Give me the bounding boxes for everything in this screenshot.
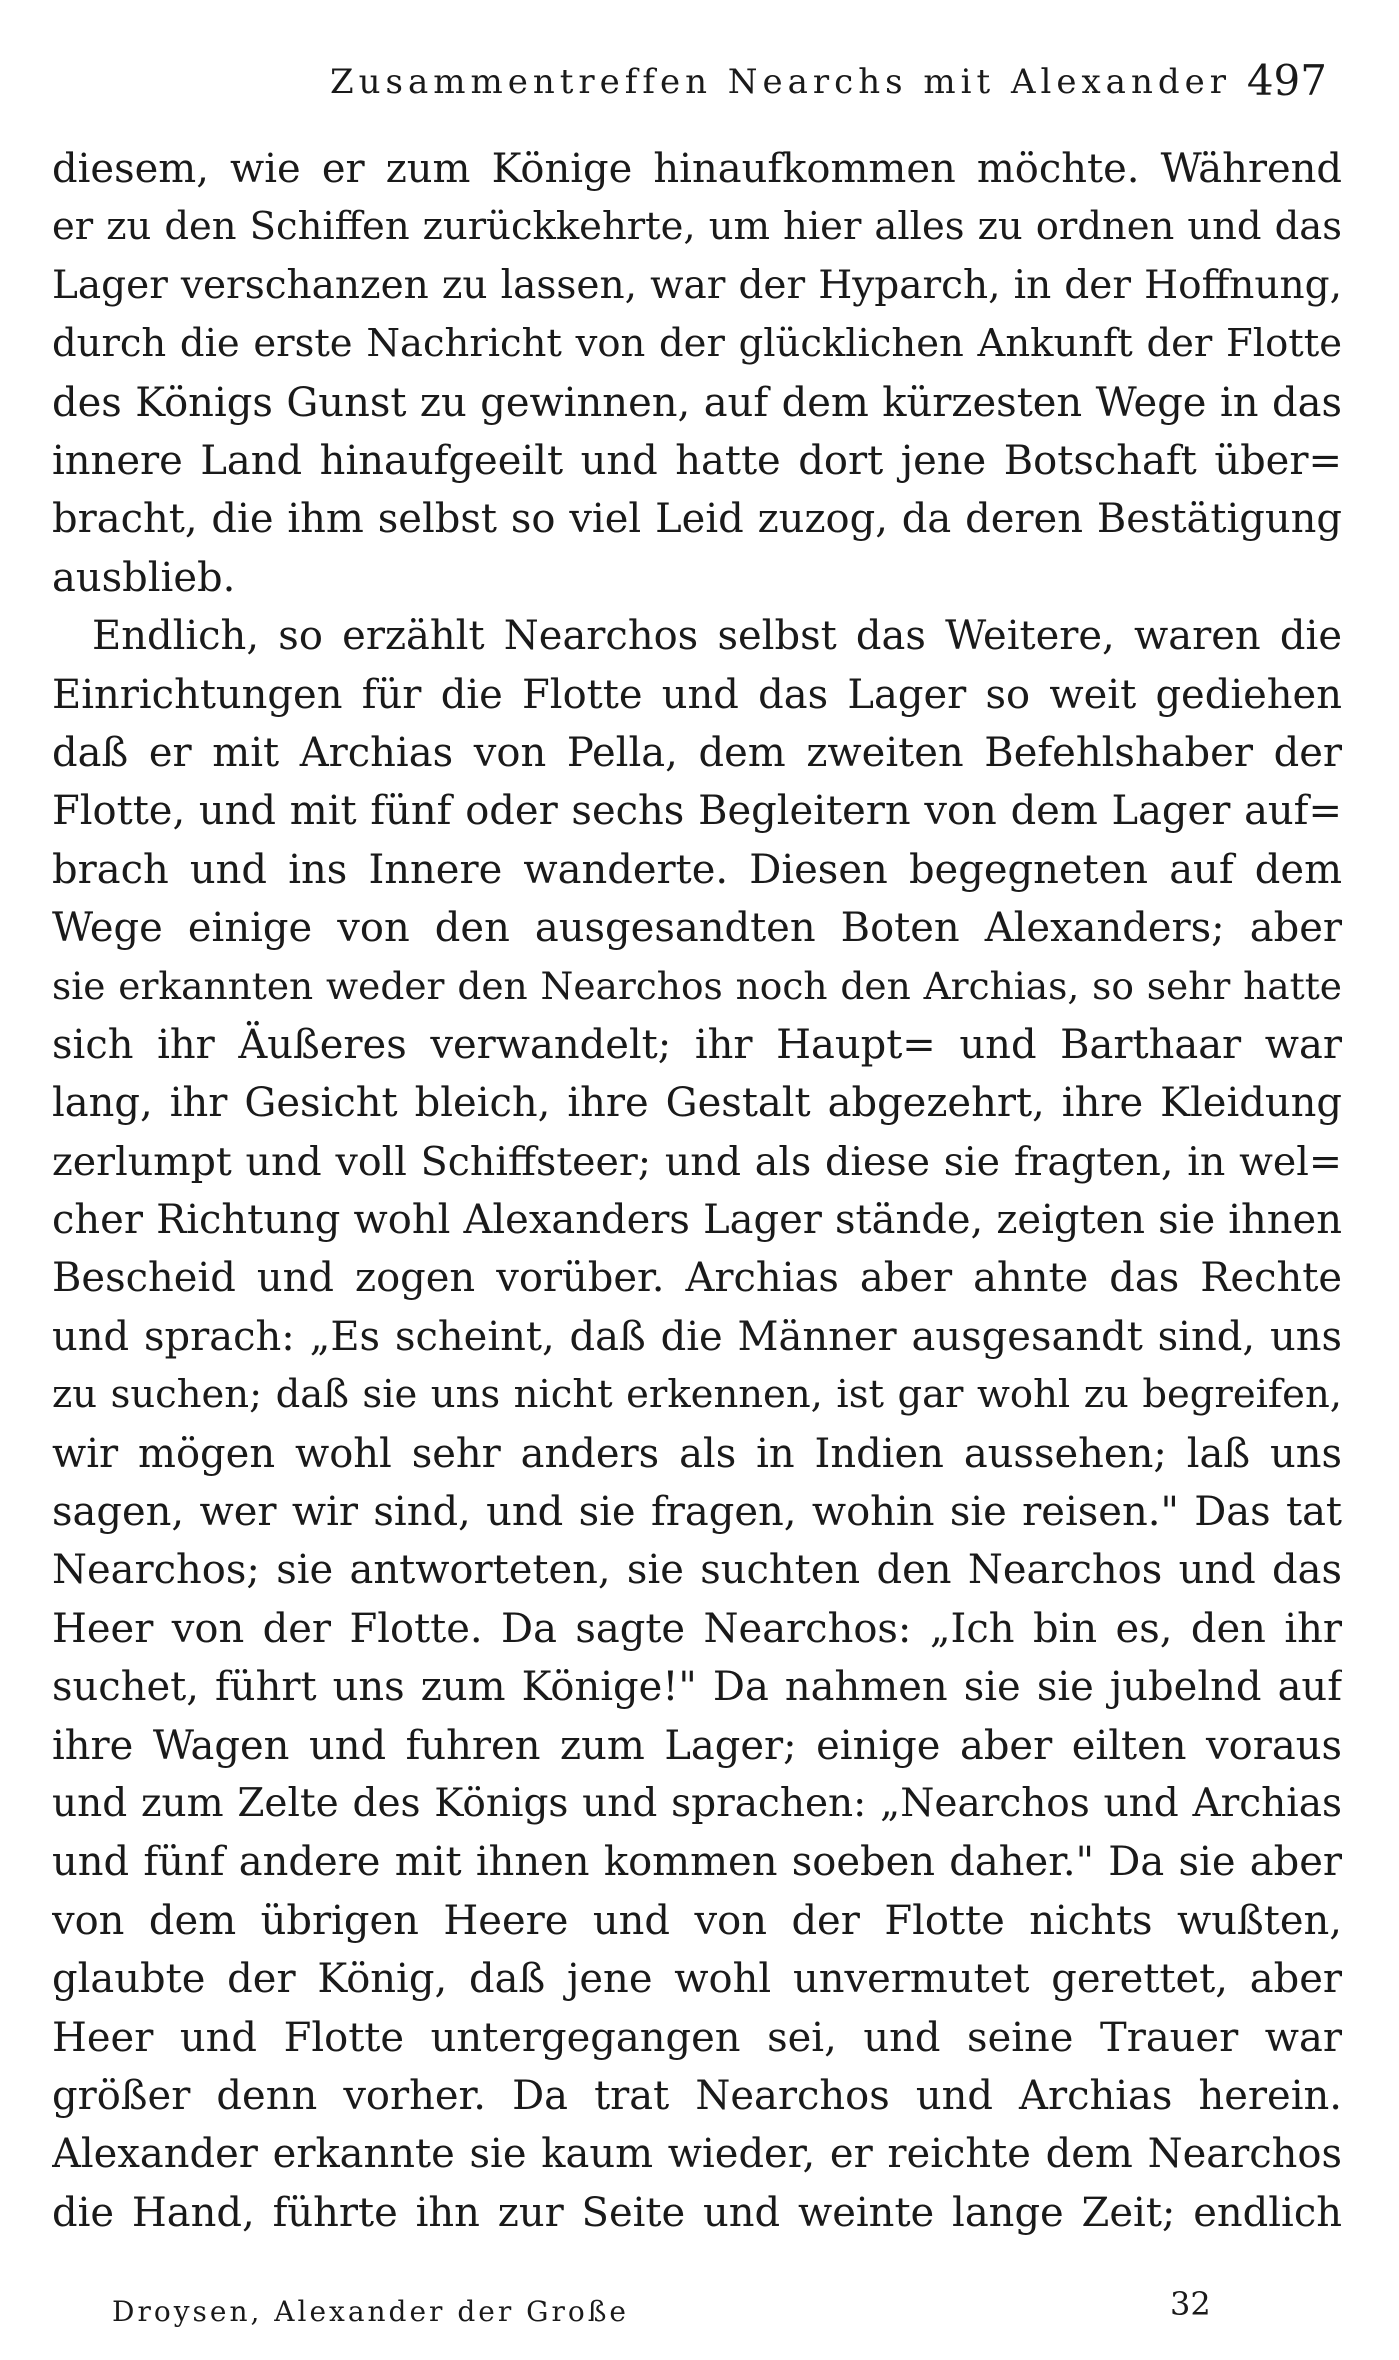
text-line: innere Land hinaufgeeilt und hatte dort jene Botschaft über= xyxy=(52,437,1342,484)
text-line: Heer und Flotte untergegangen sei, und seine Trauer war xyxy=(52,2014,1342,2061)
text-line: Alexander erkannte sie kaum wieder, er reichte dem Nearchos xyxy=(52,2131,1342,2178)
text-line: durch die erste Nachricht von der glücklichen Ankunft der Flotte xyxy=(52,321,1342,367)
text-line: Einrichtungen für die Flotte und das Lager so weit gediehen xyxy=(52,671,1342,718)
text-line: glaubte der König, daß jene wohl unvermutet gerettet, aber xyxy=(52,1956,1342,2003)
text-line: suchet, führt uns zum Könige!" Da nahmen sie sie jubelnd auf xyxy=(52,1664,1342,1711)
page-number: 497 xyxy=(1246,56,1327,105)
footer-imprint: Droysen, Alexander der Große xyxy=(112,2295,629,2328)
text-line: Flotte, und mit fünf oder sechs Begleitern von dem Lager auf= xyxy=(52,788,1342,835)
text-line: Lager verschanzen zu lassen, war der Hyparch, in der Hoffnung, xyxy=(52,262,1342,308)
text-line: des Königs Gunst zu gewinnen, auf dem kürzesten Wege in das xyxy=(52,379,1342,426)
text-line: die Hand, führte ihn zur Seite und weinte lange Zeit; endlich xyxy=(52,2189,1342,2236)
text-line: sagen, wer wir sind, und sie fragen, wohin sie reisen." Das tat xyxy=(52,1488,1342,1535)
text-line: Nearchos; sie antworteten, sie suchten den Nearchos und das xyxy=(52,1547,1342,1594)
text-line: ihre Wagen und fuhren zum Lager; einige aber eilten voraus xyxy=(52,1722,1342,1769)
text-line: brach und ins Innere wanderte. Diesen begegneten auf dem xyxy=(52,846,1342,893)
text-line: ausblieb. xyxy=(52,554,236,601)
text-line: und sprach: „Es scheint, daß die Männer ausgesandt sind, uns xyxy=(52,1313,1342,1360)
text-line: wir mögen wohl sehr anders als in Indien aussehen; laß uns xyxy=(52,1430,1342,1477)
text-line: sie erkannten weder den Nearchos noch den Archias, so sehr hatte xyxy=(52,964,1342,1009)
text-line: von dem übrigen Heere und von der Flotte nichts wußten, xyxy=(52,1897,1342,1944)
text-line: Bescheid und zogen vorüber. Archias aber ahnte das Rechte xyxy=(52,1255,1342,1302)
text-line: sich ihr Äußeres verwandelt; ihr Haupt= und Barthaar war xyxy=(52,1021,1342,1068)
text-line: zu suchen; daß sie uns nicht erkennen, ist gar wohl zu begreifen, xyxy=(52,1372,1342,1418)
text-line: diesem, wie er zum Könige hinaufkommen möchte. Während xyxy=(52,146,1342,192)
sheet-signature: 32 xyxy=(1170,2285,1211,2323)
text-line: und zum Zelte des Königs und sprachen: „Nearchos und Archias xyxy=(52,1780,1342,1826)
text-line: er zu den Schiffen zurückkehrte, um hier alles zu ordnen und das xyxy=(52,204,1342,250)
text-line: bracht, die ihm selbst so viel Leid zuzog, da deren Bestätigung xyxy=(52,496,1342,543)
body-text xyxy=(52,140,1342,2242)
text-line: größer denn vorher. Da trat Nearchos und Archias herein. xyxy=(52,2072,1342,2119)
text-line: lang, ihr Gesicht bleich, ihre Gestalt abgezehrt, ihre Kleidung xyxy=(52,1080,1342,1127)
text-line: daß er mit Archias von Pella, dem zweiten Befehlshaber der xyxy=(52,729,1342,776)
text-line: zerlumpt und voll Schiffsteer; und als diese sie fragten, in wel= xyxy=(52,1138,1342,1185)
running-title: Zusammentreffen Nearchs mit Alexander xyxy=(330,62,1231,102)
text-line: und fünf andere mit ihnen kommen soeben daher." Da sie aber xyxy=(52,1839,1342,1886)
text-line: cher Richtung wohl Alexanders Lager stände, zeigten sie ihnen xyxy=(52,1197,1342,1244)
text-line: Heer von der Flotte. Da sagte Nearchos: „Ich bin es, den ihr xyxy=(52,1605,1342,1652)
paragraph-first-line: Endlich, so erzählt Nearchos selbst das Weitere, waren die xyxy=(92,613,1342,660)
text-line: Wege einige von den ausgesandten Boten Alexanders; aber xyxy=(52,905,1342,952)
